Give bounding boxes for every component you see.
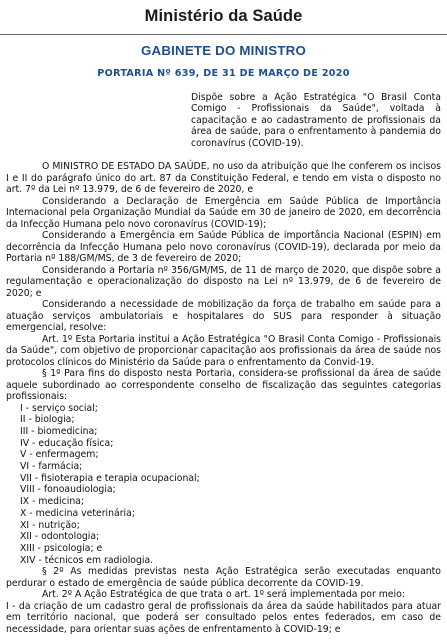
portaria-title: PORTARIA Nº 639, DE 31 DE MARÇO DE 2020	[97, 67, 350, 79]
list-item: X - medicina veterinária;	[20, 507, 135, 519]
list-item: VIII - fonoaudiologia;	[20, 484, 116, 496]
list-item: XI - nutrição;	[20, 519, 80, 531]
paragraph-considerando-1: Considerando a Declaração de Emergência em Saúde Pública de Importância Internacional pela Organização Mundial da Saúde em 30 de janeiro de 2020, em decorrência da Infecção Humana pelo novo coronavírus (COVID-19);	[6, 195, 441, 230]
paragraph-par-2: § 2º As medidas previstas nesta Ação Estratégica serão executadas enquanto perdurar o estado de emergência de saúde pública decorrente da COVID-19.	[6, 566, 441, 589]
list-item: V - enfermagem;	[20, 449, 99, 461]
list-item: XII - odontologia;	[20, 531, 100, 543]
list-item: II - biologia;	[20, 414, 75, 426]
list-item: VI - farmácia;	[20, 461, 83, 473]
header	[6, 0, 441, 34]
list-item: XIII - psicologia; e	[20, 542, 103, 554]
list-item: III - biomedicina;	[20, 425, 98, 437]
list-item: IV - educação física;	[20, 437, 114, 449]
category-list	[6, 403, 441, 567]
list-item: VII - fisioterapia e terapia ocupacional;	[20, 472, 200, 484]
list-item: I - serviço social;	[20, 402, 98, 414]
paragraph-considerando-4: Considerando a necessidade de mobilização da força de trabalho em saúde para a atuação serviços ambulatoriais e hospitalares do SUS para responder à situação emergencial, resolve:	[6, 299, 441, 334]
list-item: XIV - técnicos em radiologia.	[20, 554, 154, 566]
paragraph-art-2-item-1: I - da criação de um cadastro geral de profissionais da área da saúde habilitados para atuar em território nacional, que poderá ser consultado pelos entes federados, em caso de necessidade, para orientar suas ações de enfrentamento à COVID-19; e	[6, 600, 441, 635]
document-body	[6, 161, 441, 635]
ementa: Dispõe sobre a Ação Estratégica "O Brasil Conta Comigo - Profissionais da Saúde", voltada à capacitação e ao cadastramento de profissionais da área de saúde, para o enfrentamento à pandemia do coronavírus (COVID-19).	[191, 92, 441, 149]
paragraph-considerando-3: Considerando a Portaria nº 356/GM/MS, de 11 de março de 2020, que dispõe sobre a regulamentação e operacionalização do disposto na Lei nº 13.979, de 6 de fevereiro de 2020; e	[6, 264, 441, 299]
paragraph-par-1: § 1º Para fins do disposto nesta Portaria, considera-se profissional da área de saúde aquele subordinado ao correspondente conselho de fiscalização das seguintes categorias profissionais:	[6, 368, 441, 403]
paragraph-preamble: O MINISTRO DE ESTADO DA SAÚDE, no uso da atribuição que lhe conferem os incisos I e II do parágrafo único do art. 87 da Constituição Federal, e tendo em vista o disposto no art. 7º da Lei nº 13.979, de 6 de fevereiro de 2020, e	[6, 161, 441, 196]
paragraph-art-2: Art. 2º A Ação Estratégica de que trata o art. 1º será implementada por meio:	[42, 589, 405, 601]
gabinete-heading: GABINETE DO MINISTRO	[140, 43, 307, 58]
list-item: IX - medicina;	[20, 496, 85, 508]
header-divider	[0, 34, 447, 35]
paragraph-considerando-2: Considerando a Emergência em Saúde Pública de importância Nacional (ESPIN) em decorrência da Infecção Humana pelo novo coronavírus (COVID-19), declarada por meio da Portaria nº 188/GM/MS, de 3 de fevereiro de 2020;	[6, 230, 441, 265]
paragraph-art-1: Art. 1º Esta Portaria institui a Ação Estratégica "O Brasil Conta Comigo - Profissionais da Saúde", com objetivo de proporcionar capacitação aos profissionais da área de saúde nos protocolos clínicos do Ministério da Saúde para o enfrentamento da Convid-19.	[6, 333, 441, 368]
ministry-title: Ministério da Saúde	[144, 7, 303, 26]
